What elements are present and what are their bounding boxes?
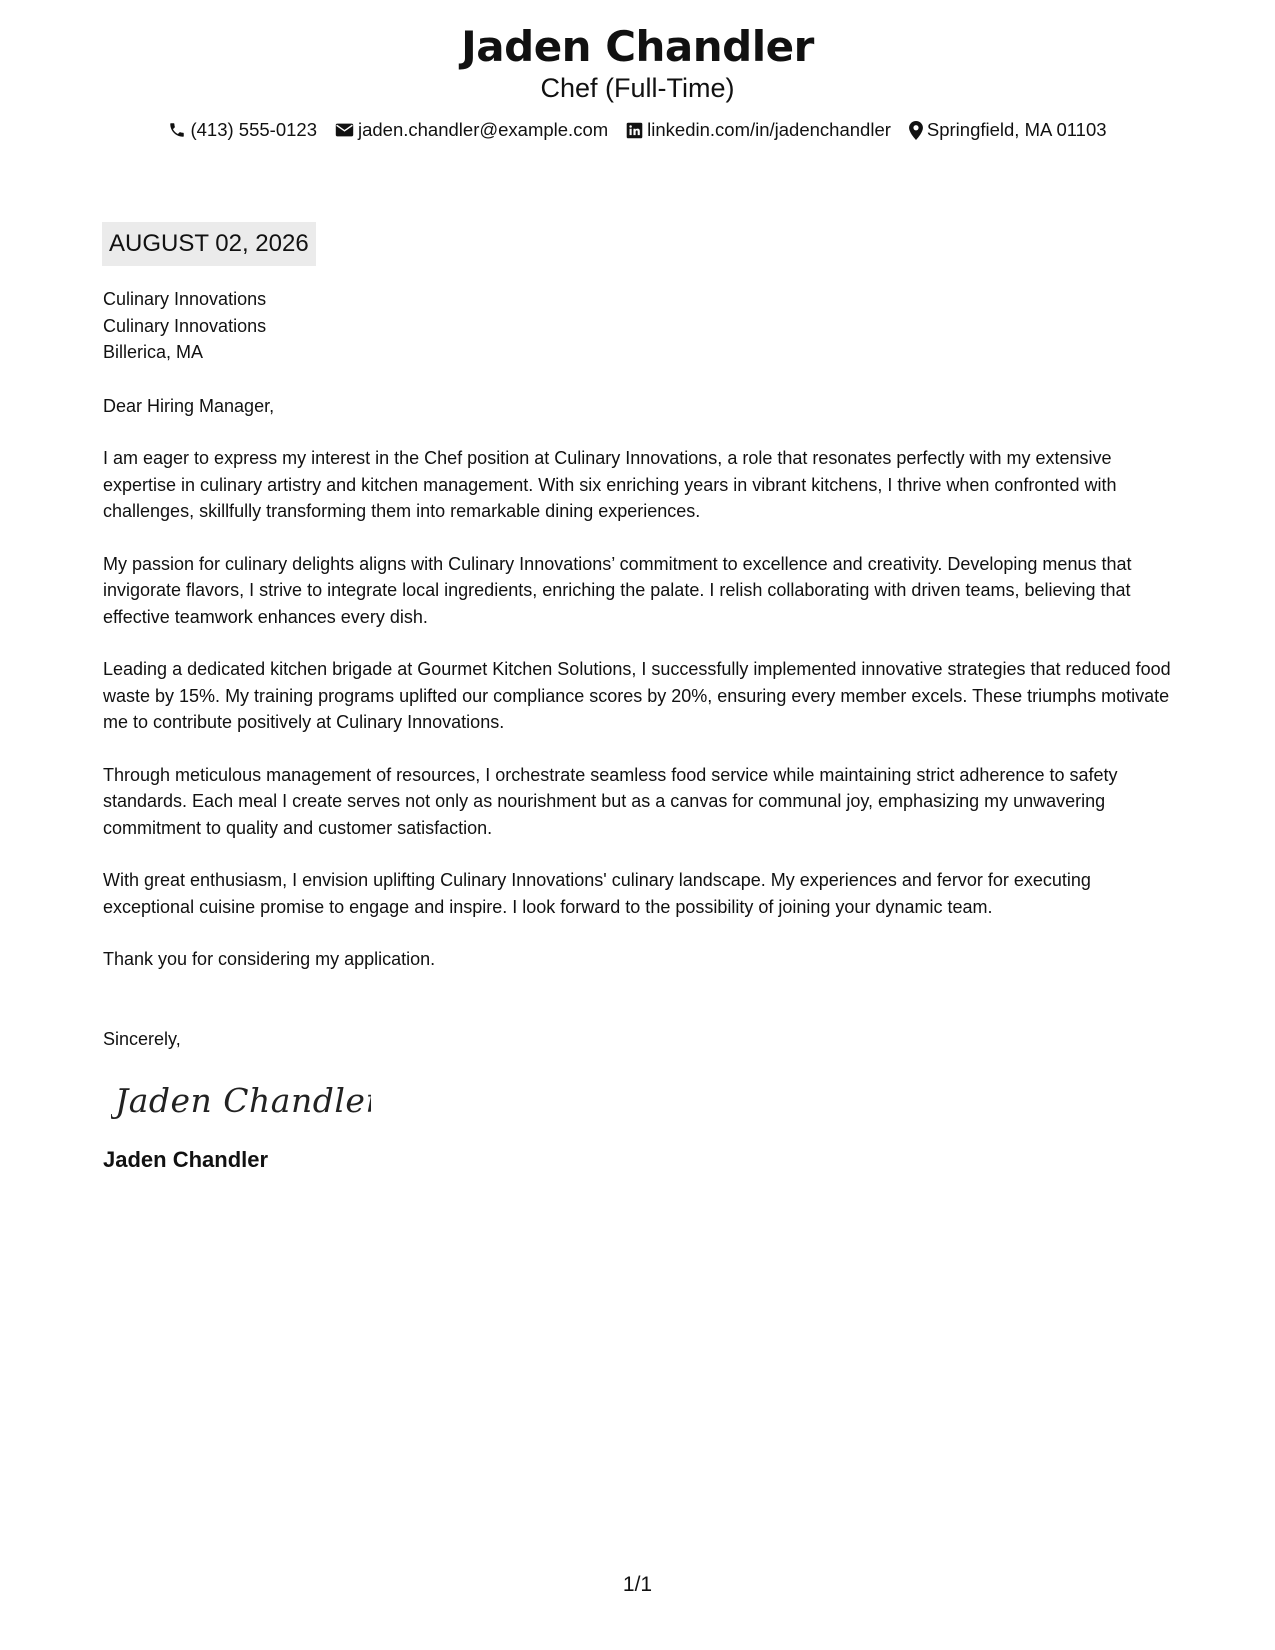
location-text: Springfield, MA 01103 [926,119,1107,140]
contact-location [909,118,1107,142]
letter-header [0,22,1275,142]
linkedin-icon [626,122,643,139]
page-number: 1/1 [622,1573,653,1596]
body-paragraph: My passion for culinary delights aligns with Culinary Innovations’ commitment to excellence and creativity. Developing menus that invigorate flavors, I strive to integrate local ingredients, enriching the palate. I relish collaborating with driven teams, believing that effective teamwork enhances every dish. [103,553,1132,627]
contact-info [0,118,1275,142]
body-paragraph: Through meticulous management of resources, I orchestrate seamless food service while maintaining strict adherence to safety standards. Each meal I create serves not only as nourishment but as a canvas for communal joy, emphasizing my unwavering commitment to quality and customer satisfaction. [103,764,1118,838]
recipient-line: Culinary Innovations [103,289,267,309]
contact-phone [168,118,317,142]
signature-text: Jaden Chandler [115,1081,371,1120]
letter-date: AUGUST 02, 2026 [102,222,316,266]
contact-email[interactable] [335,118,608,142]
signer-name: Jaden Chandler [103,1147,269,1172]
phone-icon [168,121,186,139]
closing: Sincerely, [103,1028,181,1049]
salutation: Dear Hiring Manager, [103,395,275,416]
contact-linkedin[interactable] [626,118,891,142]
body-paragraph: With great enthusiasm, I envision uplifting Culinary Innovations' culinary landscape. My experiences and fervor for executing exceptional cuisine promise to engage and inspire. I look forward to the possibility of joining your dynamic team. [103,870,1091,917]
map-pin-icon [909,121,923,140]
job-title: Chef (Full-Time) [540,73,735,103]
body-paragraph: I am eager to express my interest in the Chef position at Culinary Innovations, a role that resonates perfectly with my extensive expertise in culinary artistry and kitchen management. With six enriching years in vibrant kitchens, I thrive when confronted with challenges, skillfully transforming them into remarkable dining experiences. [103,448,1117,521]
recipient-address [103,286,1183,366]
handwritten-signature [111,1076,371,1124]
body-paragraph: Leading a dedicated kitchen brigade at Gourmet Kitchen Solutions, I successfully implemented innovative strategies that reduced food waste by 15%. My training programs uplifted our compliance scores by 20%, ensuring every member excels. These triumphs motivate me to contribute positively at Culinary Innovations. [103,659,1171,732]
applicant-name: Jaden Chandler [461,22,814,71]
envelope-icon [335,122,354,138]
recipient-line: Billerica, MA [103,342,204,362]
phone-text: (413) 555-0123 [190,119,317,140]
linkedin-link[interactable]: linkedin.com/in/jadenchandler [647,119,891,140]
letter-body [103,286,1183,1174]
thank-you-line: Thank you for considering my application. [103,949,436,969]
email-link[interactable]: jaden.chandler@example.com [357,119,609,140]
recipient-line: Culinary Innovations [103,315,267,336]
